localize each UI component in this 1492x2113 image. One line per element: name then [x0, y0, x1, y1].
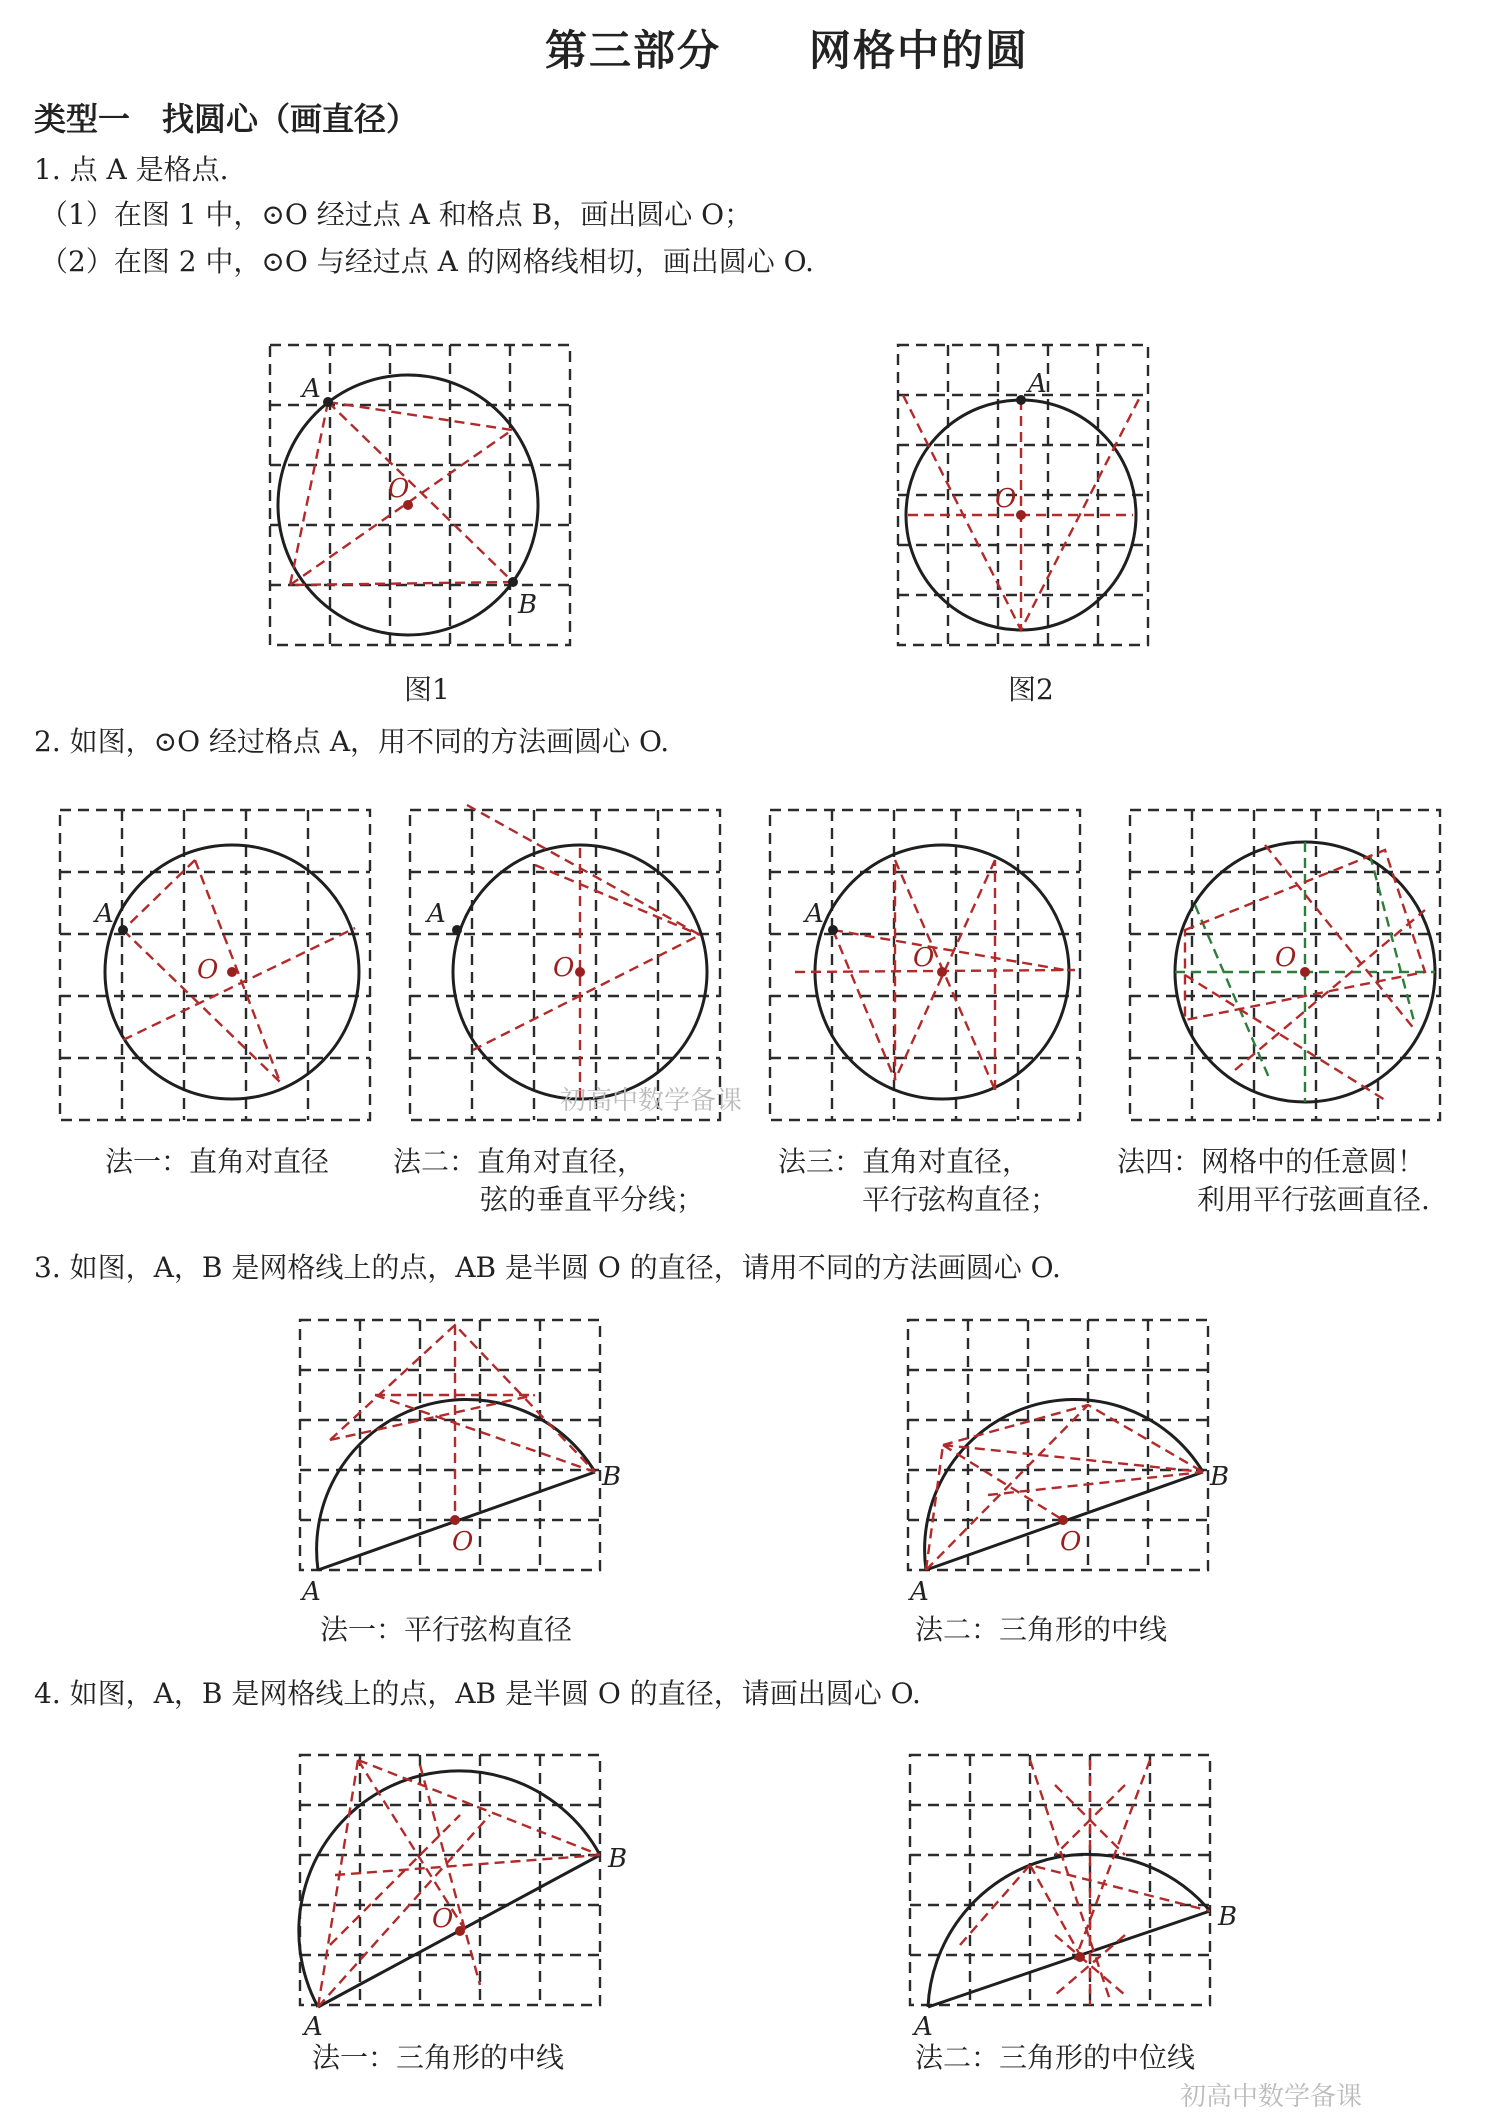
q2-figure-method4: [1125, 800, 1445, 1120]
q2-method3-caption-line2: 平行弦构直径；: [862, 1183, 1059, 1216]
q4-method1-caption: 法一：三角形的中线: [312, 2041, 565, 2074]
q2-method3-caption-line1: 法三：直角对直径，: [778, 1145, 1031, 1178]
figure-2: [893, 335, 1153, 655]
q2m3-a-label: A: [805, 899, 824, 929]
q3-method1-caption: 法一：平行弦构直径: [320, 1613, 573, 1646]
q4-figure-method2: [900, 1745, 1238, 2042]
q1-part1: （1）在图 1 中，⊙O 经过点 A 和格点 B，画出圆心 O；: [40, 198, 753, 231]
q2m2-a-label: A: [427, 899, 446, 929]
watermark-mid: 初高中数学备课: [560, 1086, 743, 1116]
q4-stem: 4. 如图，A，B 是网格线上的点，AB 是半圆 O 的直径，请画出圆心 O.: [34, 1677, 921, 1710]
fig1-caption: 图1: [404, 673, 450, 706]
q4m1-o-label: O: [432, 1904, 454, 1934]
q2-figure-method3: [765, 800, 1085, 1120]
q3m2-a-label: A: [910, 1577, 929, 1607]
q3-figure-method2: [898, 1310, 1230, 1610]
q2-method1-caption: 法一：直角对直径: [105, 1145, 330, 1178]
point-a-label: A: [302, 374, 321, 404]
fig2-center-o-label: O: [995, 484, 1017, 514]
q2m1-o-label: O: [197, 955, 219, 985]
q3-method2-caption: 法二：三角形的中线: [915, 1613, 1168, 1646]
q2-method4-caption-line1: 法四：网格中的任意圆！: [1117, 1145, 1426, 1178]
q2-method4-caption-line2: 利用平行弦画直径.: [1197, 1183, 1430, 1216]
q4-method2-caption: 法二：三角形的中位线: [915, 2041, 1196, 2074]
q3m1-a-label: A: [302, 1577, 321, 1607]
q2-method2-caption-line1: 法二：直角对直径，: [393, 1145, 646, 1178]
section-heading: 类型一 找圆心（画直径）: [34, 100, 419, 138]
q2-method2-caption-line2: 弦的垂直平分线；: [480, 1183, 705, 1216]
q3m1-o-label: O: [452, 1527, 474, 1557]
q4m2-a-label: A: [914, 2012, 933, 2042]
q3m2-b-label: B: [1210, 1462, 1230, 1492]
figure-1: [260, 335, 580, 655]
watermark-bottom: 初高中数学备课: [1180, 2082, 1363, 2112]
q3m1-b-label: B: [602, 1462, 622, 1492]
point-b-label: B: [518, 590, 538, 620]
fig2-point-a-label: A: [1028, 369, 1047, 399]
q1-part2: （2）在图 2 中，⊙O 与经过点 A 的网格线相切，画出圆心 O.: [40, 245, 814, 278]
q4m1-a-label: A: [304, 2012, 323, 2042]
q2-figure-method1: [55, 800, 375, 1120]
q1-stem: 1. 点 A 是格点.: [34, 153, 229, 186]
q2m4-o-label: O: [1275, 943, 1297, 973]
q2-stem: 2. 如图，⊙O 经过格点 A，用不同的方法画圆心 O.: [34, 725, 670, 758]
fig2-caption: 图2: [1008, 673, 1054, 706]
q2-figure-method2: [405, 800, 725, 1120]
q2m1-a-label: A: [95, 899, 114, 929]
page-title: 第三部分 网格中的圆: [545, 26, 1030, 75]
q2m2-o-label: O: [553, 953, 575, 983]
q4m2-b-label: B: [1218, 1902, 1238, 1932]
q4m1-b-label: B: [608, 1844, 628, 1874]
q3-stem: 3. 如图，A，B 是网格线上的点，AB 是半圆 O 的直径，请用不同的方法画圆心 O.: [34, 1251, 1061, 1284]
q2m3-o-label: O: [913, 943, 935, 973]
center-o-label: O: [388, 474, 410, 504]
q3-figure-method1: [290, 1310, 622, 1610]
q3m2-o-label: O: [1060, 1527, 1082, 1557]
q4-figure-method1: [290, 1745, 628, 2042]
